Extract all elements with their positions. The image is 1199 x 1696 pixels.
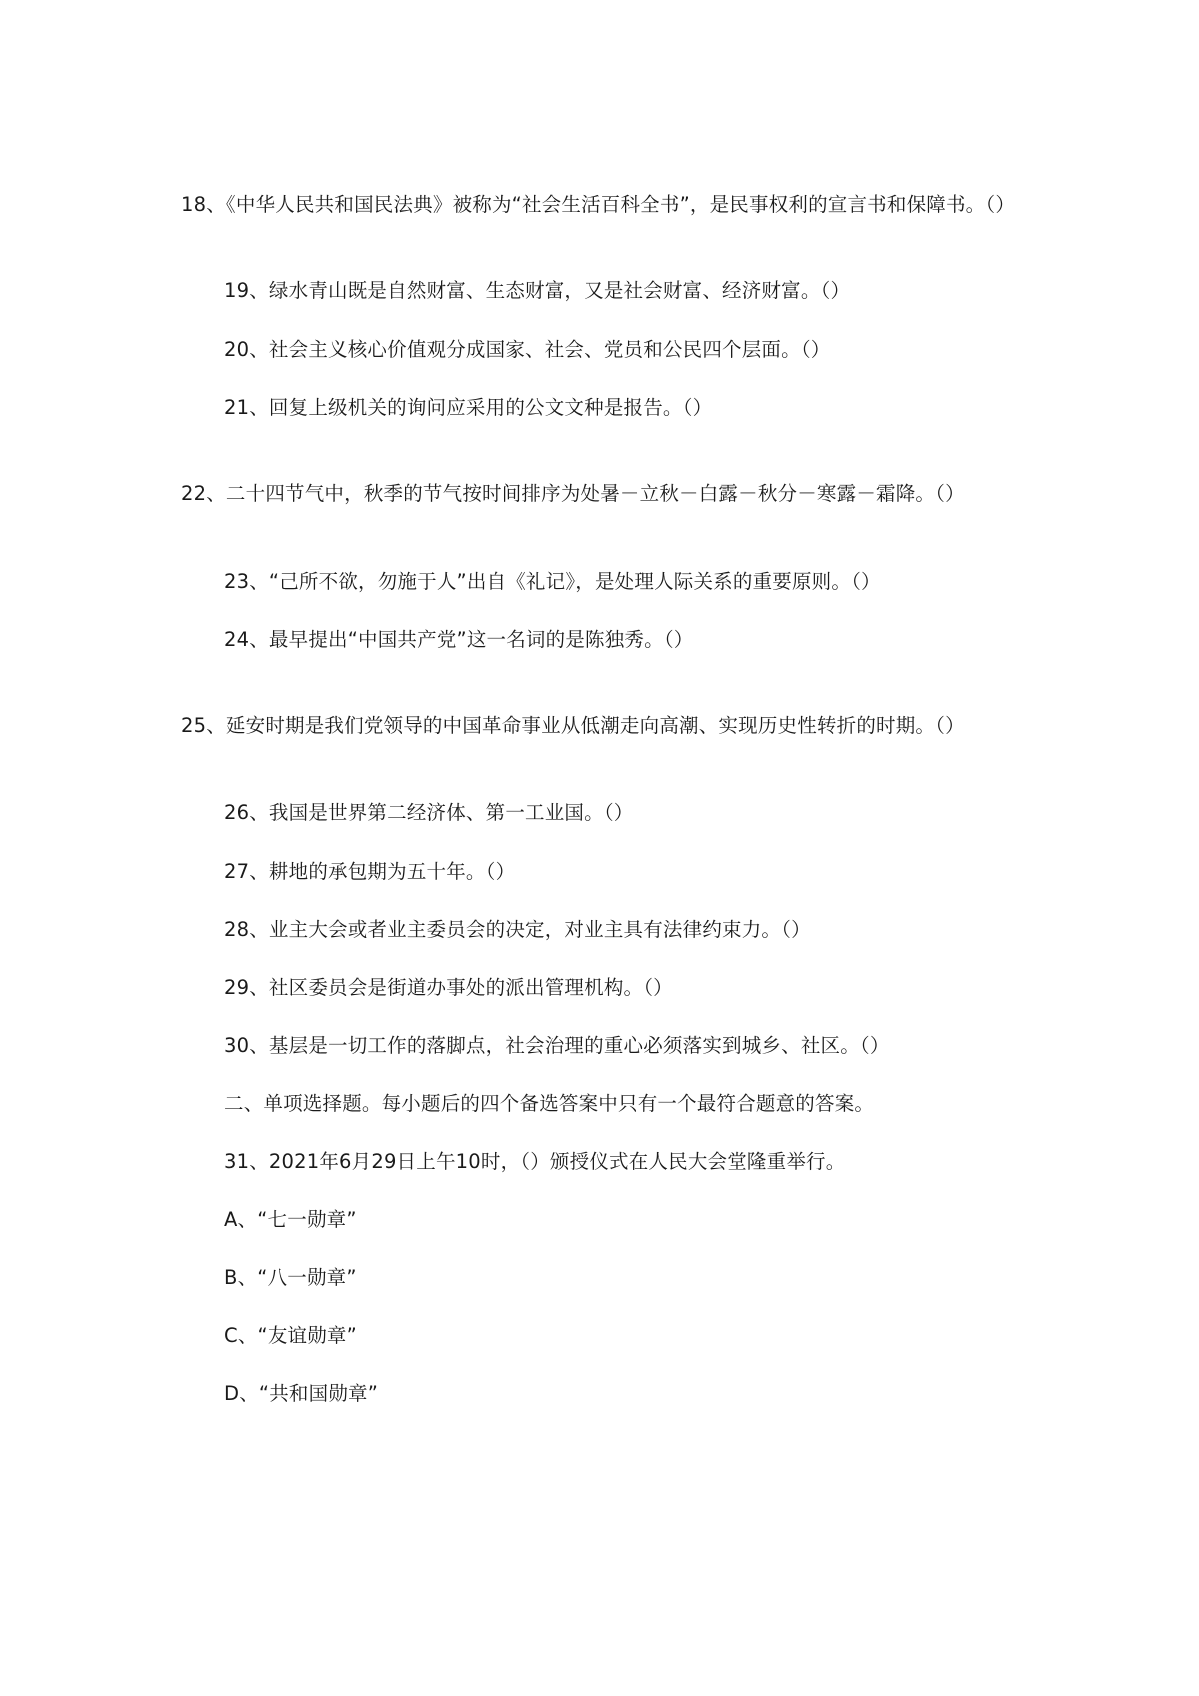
question-27: 27、耕地的承包期为五十年。（）	[224, 860, 516, 883]
option-d: D、“共和国勋章”	[224, 1382, 379, 1405]
section-2-heading: 二、单项选择题。每小题后的四个备选答案中只有一个最符合题意的答案。	[224, 1092, 875, 1115]
question-23: 23、“己所不欲，勿施于人”出自《礼记》，是处理人际关系的重要原则。（）	[224, 570, 881, 593]
question-31: 31、2021年6月29日上午10时，（）颁授仪式在人民大会堂隆重举行。	[224, 1150, 846, 1173]
question-28: 28、业主大会或者业主委员会的决定，对业主具有法律约束力。（）	[224, 918, 811, 941]
question-30: 30、基层是一切工作的落脚点，社会治理的重心必须落实到城乡、社区。（）	[224, 1034, 890, 1057]
question-24: 24、最早提出“中国共产党”这一名词的是陈独秀。（）	[224, 628, 694, 651]
question-26: 26、我国是世界第二经济体、第一工业国。（）	[224, 801, 634, 824]
question-21: 21、回复上级机关的询问应采用的公文文种是报告。（）	[224, 396, 713, 419]
option-b: B、“八一勋章”	[224, 1266, 357, 1289]
option-c: C、“友谊勋章”	[224, 1324, 357, 1347]
question-18: 18、《中华人民共和国民法典》被称为“社会生活百科全书”，是民事权利的宣言书和保障书。（）	[181, 193, 1016, 216]
question-22: 22、二十四节气中，秋季的节气按时间排序为处暑－立秋－白露－秋分－寒露－霜降。（）	[181, 482, 965, 505]
option-a: A、“七一勋章”	[224, 1208, 357, 1231]
question-25: 25、延安时期是我们党领导的中国革命事业从低潮走向高潮、实现历史性转折的时期。（）	[181, 714, 965, 737]
question-19: 19、绿水青山既是自然财富、生态财富，又是社会财富、经济财富。（）	[224, 279, 851, 302]
question-20: 20、社会主义核心价值观分成国家、社会、党员和公民四个层面。（）	[224, 338, 831, 361]
question-29: 29、社区委员会是街道办事处的派出管理机构。（）	[224, 976, 673, 999]
